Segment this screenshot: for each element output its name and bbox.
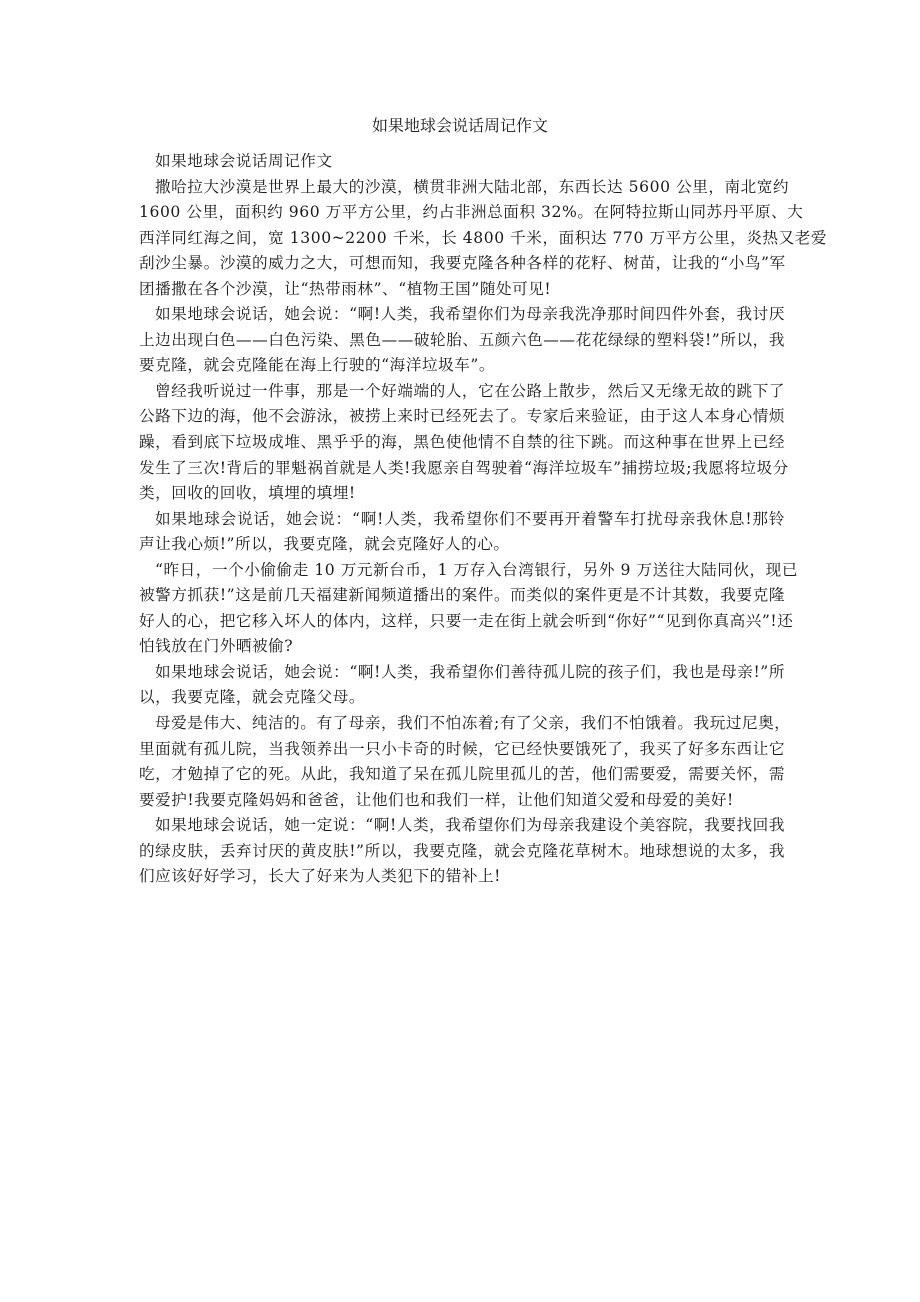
text-line: 如果地球会说话周记作文 — [155, 152, 333, 170]
document-title: 如果地球会说话周记作文 — [371, 116, 548, 135]
text-line: 怕钱放在门外晒被偷? — [139, 637, 294, 656]
text-line: 发生了三次!背后的罪魁祸首就是人类!我愿亲自驾驶着“海洋垃圾车”捕捞垃圾;我愿将垃圾分 — [139, 458, 789, 477]
text-line: 1600 公里，面积约 960 万平方公里，约占非洲总面积 32%。在阿特拉斯山同苏丹平原、大 — [139, 203, 804, 222]
text-line: 以，我要克隆，就会克隆父母。 — [139, 688, 366, 707]
text-line: 团播撒在各个沙漠，让“热带雨林”、“植物王国”随处可见! — [139, 279, 552, 298]
text-line: 如果地球会说话，她会说：“啊!人类，我希望你们为母亲我洗净那时间四件外套，我讨厌 — [155, 305, 785, 324]
text-line: 躁，看到底下垃圾成堆、黑乎乎的海，黑色使他情不自禁的往下跳。而这种事在世界上已经 — [139, 433, 785, 452]
document-body — [139, 149, 828, 890]
text-line: 吃，才勉掉了它的死。从此，我知道了呆在孤儿院里孤儿的苦，他们需要爱，需要关怀，需 — [139, 765, 785, 784]
text-line: 上边出现白色——白色污染、黑色——破轮胎、五颜六色——花花绿绿的塑料袋!”所以，我 — [139, 330, 785, 349]
text-line: 刮沙尘暴。沙漠的威力之大，可想而知，我要克隆各种各样的花籽、树苗，让我的“小鸟”军 — [139, 254, 786, 273]
text-line: 如果地球会说话，她会说：“啊!人类，我希望你们不要再开着警车打扰母亲我休息!那铃 — [155, 509, 785, 528]
text-line: 西洋同红海之间，宽 1300~2200 千米，长 4800 千米，面积达 770 万平方公里，炎热又老爱 — [139, 228, 828, 247]
text-line: 的绿皮肤，丢弃讨厌的黄皮肤!”所以，我要克隆，就会克隆花草树木。地球想说的太多，我 — [139, 841, 785, 860]
text-line: 声让我心烦!”所以，我要克隆，就会克隆好人的心。 — [139, 535, 510, 554]
text-line: 们应该好好学习，长大了好来为人类犯下的错补上! — [139, 867, 501, 886]
text-line: 类，回收的回收，填埋的填埋! — [139, 484, 356, 503]
text-line: 要克隆，就会克隆能在海上行驶的“海洋垃圾车”。 — [139, 356, 496, 375]
text-line: 母爱是伟大、纯洁的。有了母亲，我们不怕冻着;有了父亲，我们不怕饿着。我玩过尼奥， — [155, 714, 791, 733]
text-line: 里面就有孤儿院，当我领养出一只小卡奇的时候，它已经快要饿死了，我买了好多东西让它 — [139, 739, 785, 758]
text-line: 好人的心，把它移入坏人的体内，这样，只要一走在街上就会听到“你好”“见到你真高兴”!还 — [139, 611, 794, 630]
text-line: 如果地球会说话，她会说：“啊!人类，我希望你们善待孤儿院的孩子们，我也是母亲!”所 — [155, 662, 785, 681]
text-line: 要爱护!我要克隆妈妈和爸爸，让他们也和我们一样，让他们知道父爱和母爱的美好! — [139, 790, 734, 809]
text-line: 公路下边的海，他不会游泳，被捞上来时已经死去了。专家后来验证，由于这人本身心情烦 — [139, 407, 785, 426]
text-line: 曾经我听说过一件事，那是一个好端端的人，它在公路上散步，然后又无缘无故的跳下了 — [155, 381, 785, 400]
text-line: 撒哈拉大沙漠是世界上最大的沙漠，横贯非洲大陆北部，东西长达 5600 公里，南北宽约 — [155, 177, 790, 196]
text-line: “昨日，一个小偷偷走 10 万元新台币，1 万存入台湾银行，另外 9 万送往大陆同伙，现已 — [155, 560, 798, 579]
text-line: 如果地球会说话，她一定说：“啊!人类，我希望你们为母亲我建设个美容院，我要找回我 — [155, 816, 785, 835]
text-line: 被警方抓获!”这是前几天福建新闻频道播出的案件。而类似的案件更是不计其数，我要克隆 — [139, 586, 785, 605]
